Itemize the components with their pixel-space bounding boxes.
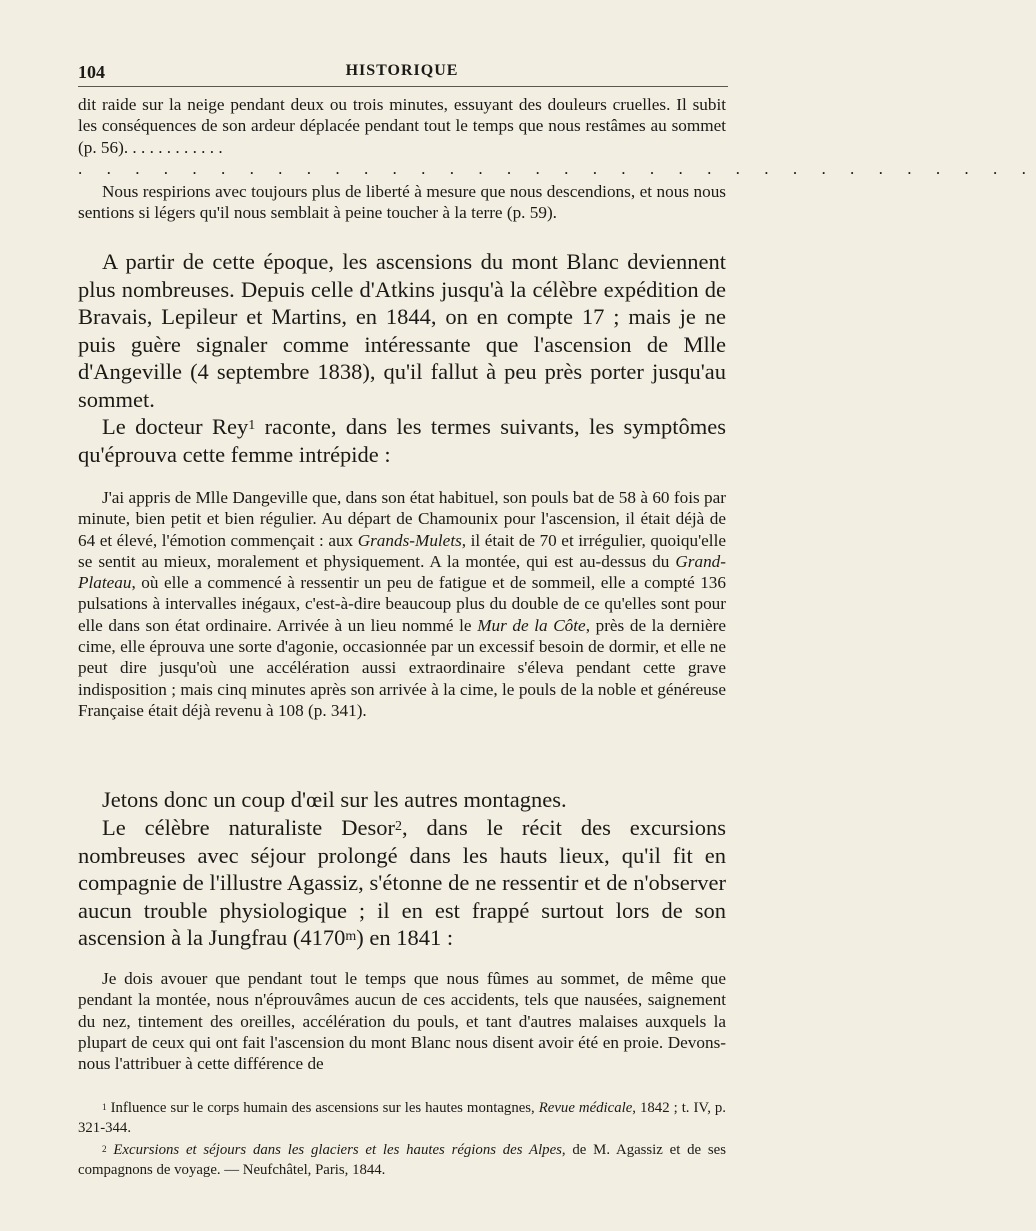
footnote-2-tail: , de M. Agassiz et de ses compagnons de voyage. — Neufchâtel, Paris, 1844. (78, 1142, 726, 1178)
footnote-ref-2: 2 (394, 818, 402, 834)
place-mur-de-la-cote: Mur de la Côte (477, 615, 586, 635)
body-paragraph-1: A partir de cette époque, les ascensions du mont Blanc deviennent plus nombreuses. Depuis celle d'Atkins jusqu'à la célèbre expédition de Bravais, Lepileur et Martins, en 1844, on en compte 17 ; mais je ne puis guère signaler comme intéressante que l'ascension de Mlle d'Angeville (4 septembre 1838), qu'il fallut à peu près porter jusqu'au sommet. (78, 249, 726, 412)
quote-rey-text-2: , il était de 70 et irrégulier, quoiqu'elle se sentit au mieux, moralement et physiquement. A la montée, qui est au-dessus du (78, 530, 726, 571)
body-paragraph-2-end: raconte, dans les termes suivants, les symptômes qu'éprouva cette femme intrépide : (78, 414, 726, 467)
quote-rey-text-3: , où elle a commencé à ressentir un peu de fatigue et de sommeil, elle a compté 136 pulsations à intervalles inégaux, c'est-à-dire beaucoup plus du double de ce qu'elles sont pour elle dans son état ordinaire. Arrivée à un lieu nommé le (78, 573, 726, 635)
running-title: HISTORIQUE (345, 62, 459, 79)
header-rule (78, 86, 728, 87)
body-paragraph-3: Jetons donc un coup d'œil sur les autres montagnes. (102, 787, 567, 812)
footnote-2-marker: 2 (102, 1144, 107, 1155)
footnote-1-journal: Revue médicale (538, 1100, 633, 1116)
body-paragraph-2 (78, 413, 726, 468)
body-paragraph-4-end: ) en 1841 : (356, 925, 454, 950)
quote-paragraph-2: Nous respirions avec toujours plus de liberté à mesure que nous descendions, et nous nous sentions si légers qu'il nous semblait à peine toucher à la terre (p. 59). (78, 182, 726, 223)
ellipsis-row: . . . . . . . . . . . . . . . . . . . . . . . . . . . . . . . . . . (78, 159, 1036, 178)
footnote-1 (78, 1098, 726, 1138)
page-number: 104 (78, 62, 105, 82)
footnote-1-tail: , 1842 ; t. IV, p. 321-344. (78, 1100, 726, 1136)
quote-rey (78, 487, 726, 721)
body-paragraph-4 (78, 814, 726, 952)
quote-paragraph-1: dit raide sur la neige pendant deux ou trois minutes, essuyant des douleurs cruelles. Il subit les conséquences de son ardeur déplacée pendant tout le temps que nous restâmes au sommet (p. 56). . . . . . . . . . . . (78, 95, 726, 157)
footnote-1-marker: 1 (102, 1102, 107, 1113)
page-header (78, 62, 726, 84)
place-grands-mulets: Grands-Mulets (357, 530, 462, 550)
quote-rey-text-4: , près de la dernière cime, elle éprouva une sorte d'agonie, occasionnée par un excessif besoin de dormir, et elle ne peut dire jusqu'où une accélération aussi extraordinaire s'éleva pendant cette grave indisposition ; mais cinq minutes après son arrivée à la cime, le pouls de la noble et généreuse Française était déjà revenu à 108 (p. 341). (78, 615, 726, 720)
footnote-2 (78, 1140, 726, 1180)
quote-rey-text-1: J'ai appris de Mlle Dangeville que, dans son état habituel, son pouls bat de 58 à 60 fois par minute, bien petit et bien régulier. Au départ de Chamounix pour l'ascension, il était déjà de 64 et élevé, l'émotion commençait : aux (78, 488, 726, 550)
quote-desor: Je dois avouer que pendant tout le temps que nous fûmes au sommet, de même que pendant la montée, nous n'éprouvâmes aucun de ces accidents, tels que nausées, saignement du nez, tintement des oreilles, accélération du pouls, et tant d'autres malaises auxquels la plupart de ceux qui ont fait l'ascension du mont Blanc nous disent avoir été en proie. Devons-nous l'attribuer à cette différence de (78, 969, 726, 1074)
footnote-ref-1: 1 (248, 417, 256, 433)
footnote-2-title: Excursions et séjours dans les glaciers et les hautes régions des Alpes (113, 1142, 562, 1158)
body-paragraph-4-middle: , dans le récit des excursions nombreuses avec séjour prolongé dans les hauts lieux, qu'il fit en compagnie de l'illustre Agassiz, s'étonne de ne ressentir et de n'observer aucun trouble physiologique ; il en est frappé surtout lors de son ascension à la Jungfrau (4170 (78, 815, 727, 950)
footnote-1-text: Influence sur le corps humain des ascensions sur les hautes montagnes, (106, 1100, 539, 1116)
body-paragraph-2-start: Le docteur Rey (102, 414, 249, 439)
body-paragraph-4-start: Le célèbre naturaliste Desor (102, 815, 395, 840)
place-grand-plateau: Grand-Plateau (78, 551, 726, 593)
unit-meters: m (345, 928, 357, 944)
